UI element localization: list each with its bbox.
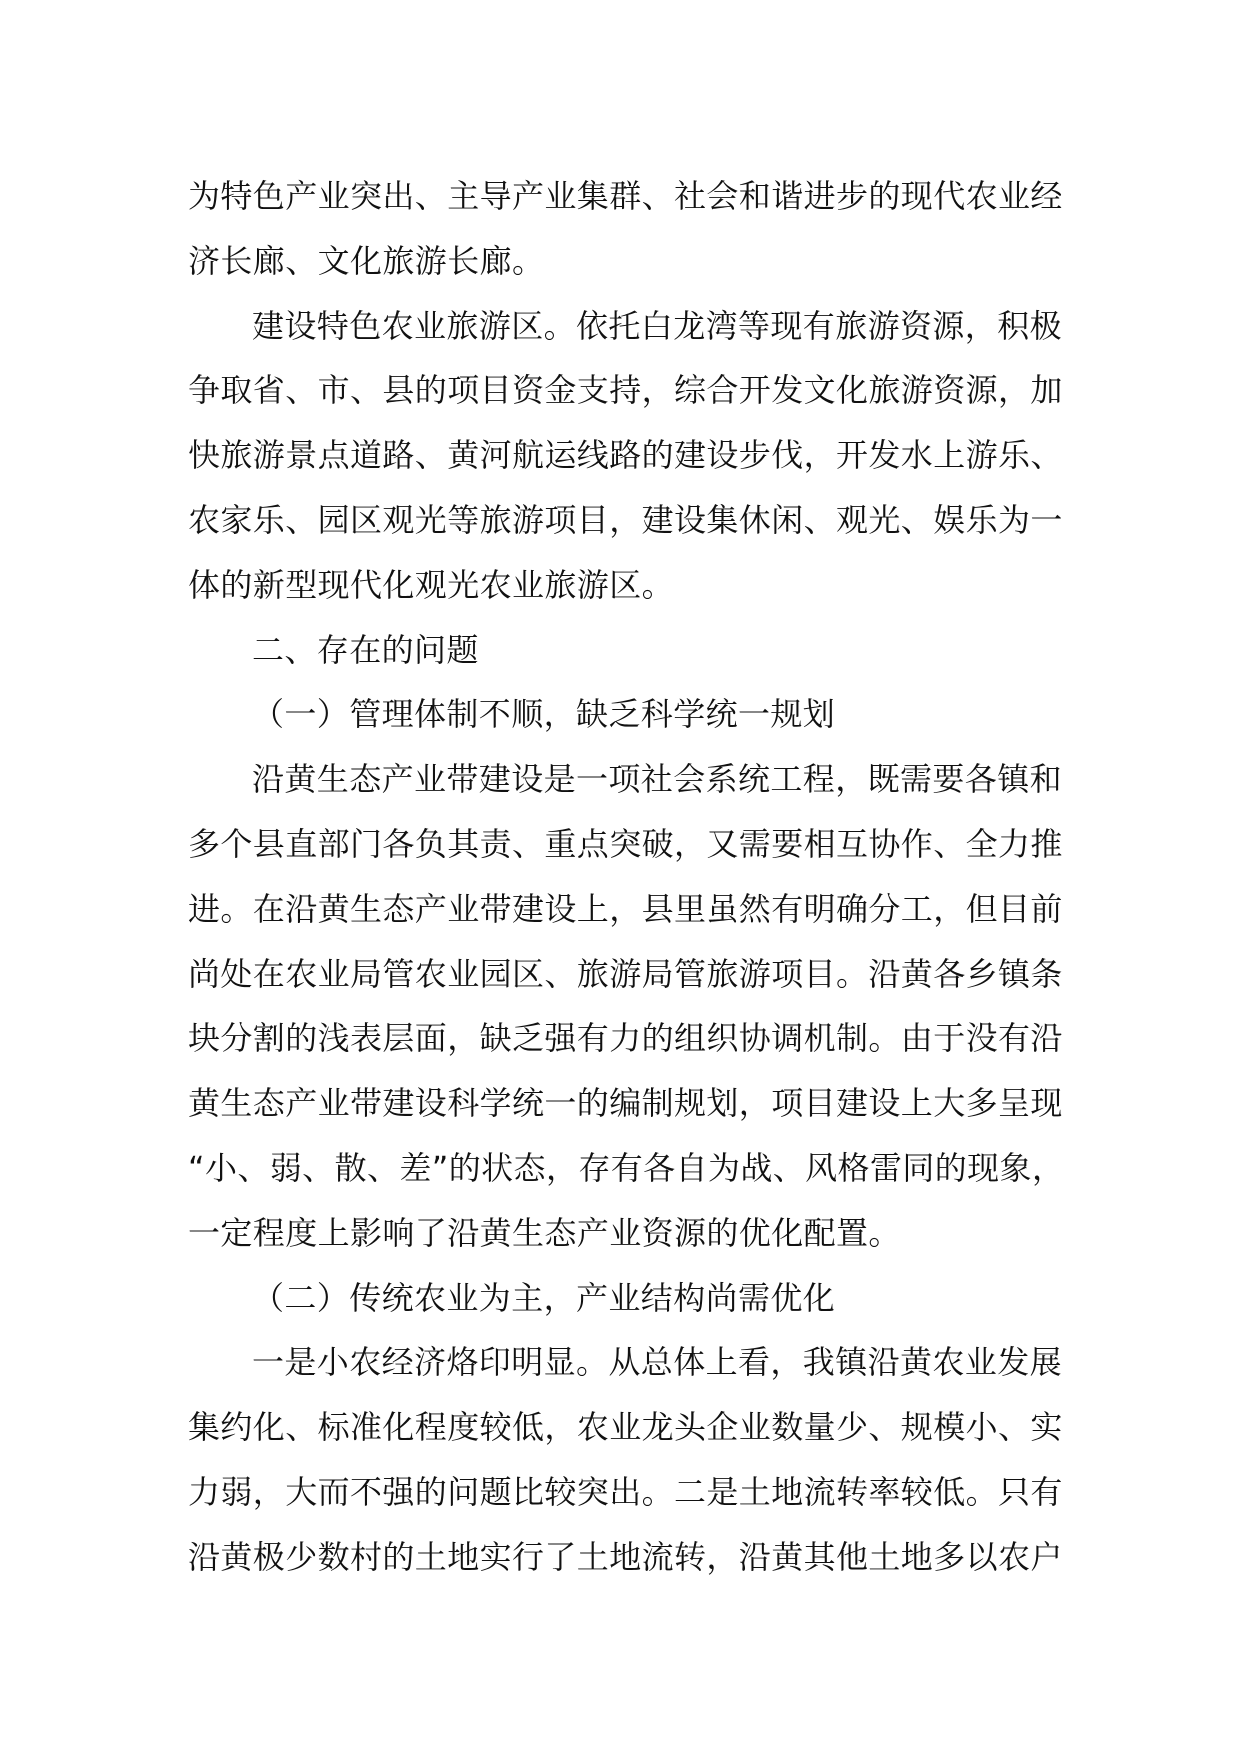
text-line: 进。在沿黄生态产业带建设上，县里虽然有明确分工，但目前 — [188, 889, 1063, 928]
document-body — [188, 164, 1088, 1590]
subsection-heading: （二）传统农业为主，产业结构尚需优化 — [252, 1278, 836, 1317]
text-line: 一定程度上影响了沿黄生态产业资源的优化配置。 — [188, 1213, 901, 1252]
text-line: 尚处在农业局管农业园区、旅游局管旅游项目。沿黄各乡镇条 — [188, 954, 1063, 993]
text-line: 黄生态产业带建设科学统一的编制规划，项目建设上大多呈现 — [188, 1084, 1063, 1123]
text-line: 集约化、标准化程度较低，农业龙头企业数量少、规模小、实 — [188, 1408, 1063, 1447]
text-line: 块分割的浅表层面，缺乏强有力的组织协调机制。由于没有沿 — [188, 1019, 1063, 1058]
text-line: 体的新型现代化观光农业旅游区。 — [188, 565, 675, 604]
text-line: 为特色产业突出、主导产业集群、社会和谐进步的现代农业经 — [188, 177, 1063, 215]
text-line: 快旅游景点道路、黄河航运线路的建设步伐，开发水上游乐、 — [188, 436, 1063, 475]
text-line: 力弱，大而不强的问题比较突出。二是土地流转率较低。只有 — [188, 1472, 1063, 1511]
text-line: 多个县直部门各负其责、重点突破，又需要相互协作、全力推 — [188, 824, 1063, 863]
paragraph-start-line: 沿黄生态产业带建设是一项社会系统工程，既需要各镇和 — [252, 760, 1063, 799]
text-line: 争取省、市、县的项目资金支持，综合开发文化旅游资源，加 — [188, 371, 1063, 410]
subsection-heading: （一）管理体制不顺，缺乏科学统一规划 — [252, 695, 836, 734]
text-line: 农家乐、园区观光等旅游项目，建设集休闲、观光、娱乐为一 — [188, 500, 1063, 539]
text-line: “小、弱、散、差”的状态，存有各自为战、风格雷同的现象， — [188, 1148, 1065, 1187]
section-heading: 二、存在的问题 — [252, 630, 479, 669]
paragraph-start-line: 建设特色农业旅游区。依托白龙湾等现有旅游资源，积极 — [252, 306, 1063, 345]
text-line: 济长廊、文化旅游长廊。 — [188, 241, 545, 280]
text-line: 沿黄极少数村的土地实行了土地流转，沿黄其他土地多以农户 — [188, 1537, 1063, 1576]
paragraph-start-line: 一是小农经济烙印明显。从总体上看，我镇沿黄农业发展 — [252, 1343, 1063, 1382]
